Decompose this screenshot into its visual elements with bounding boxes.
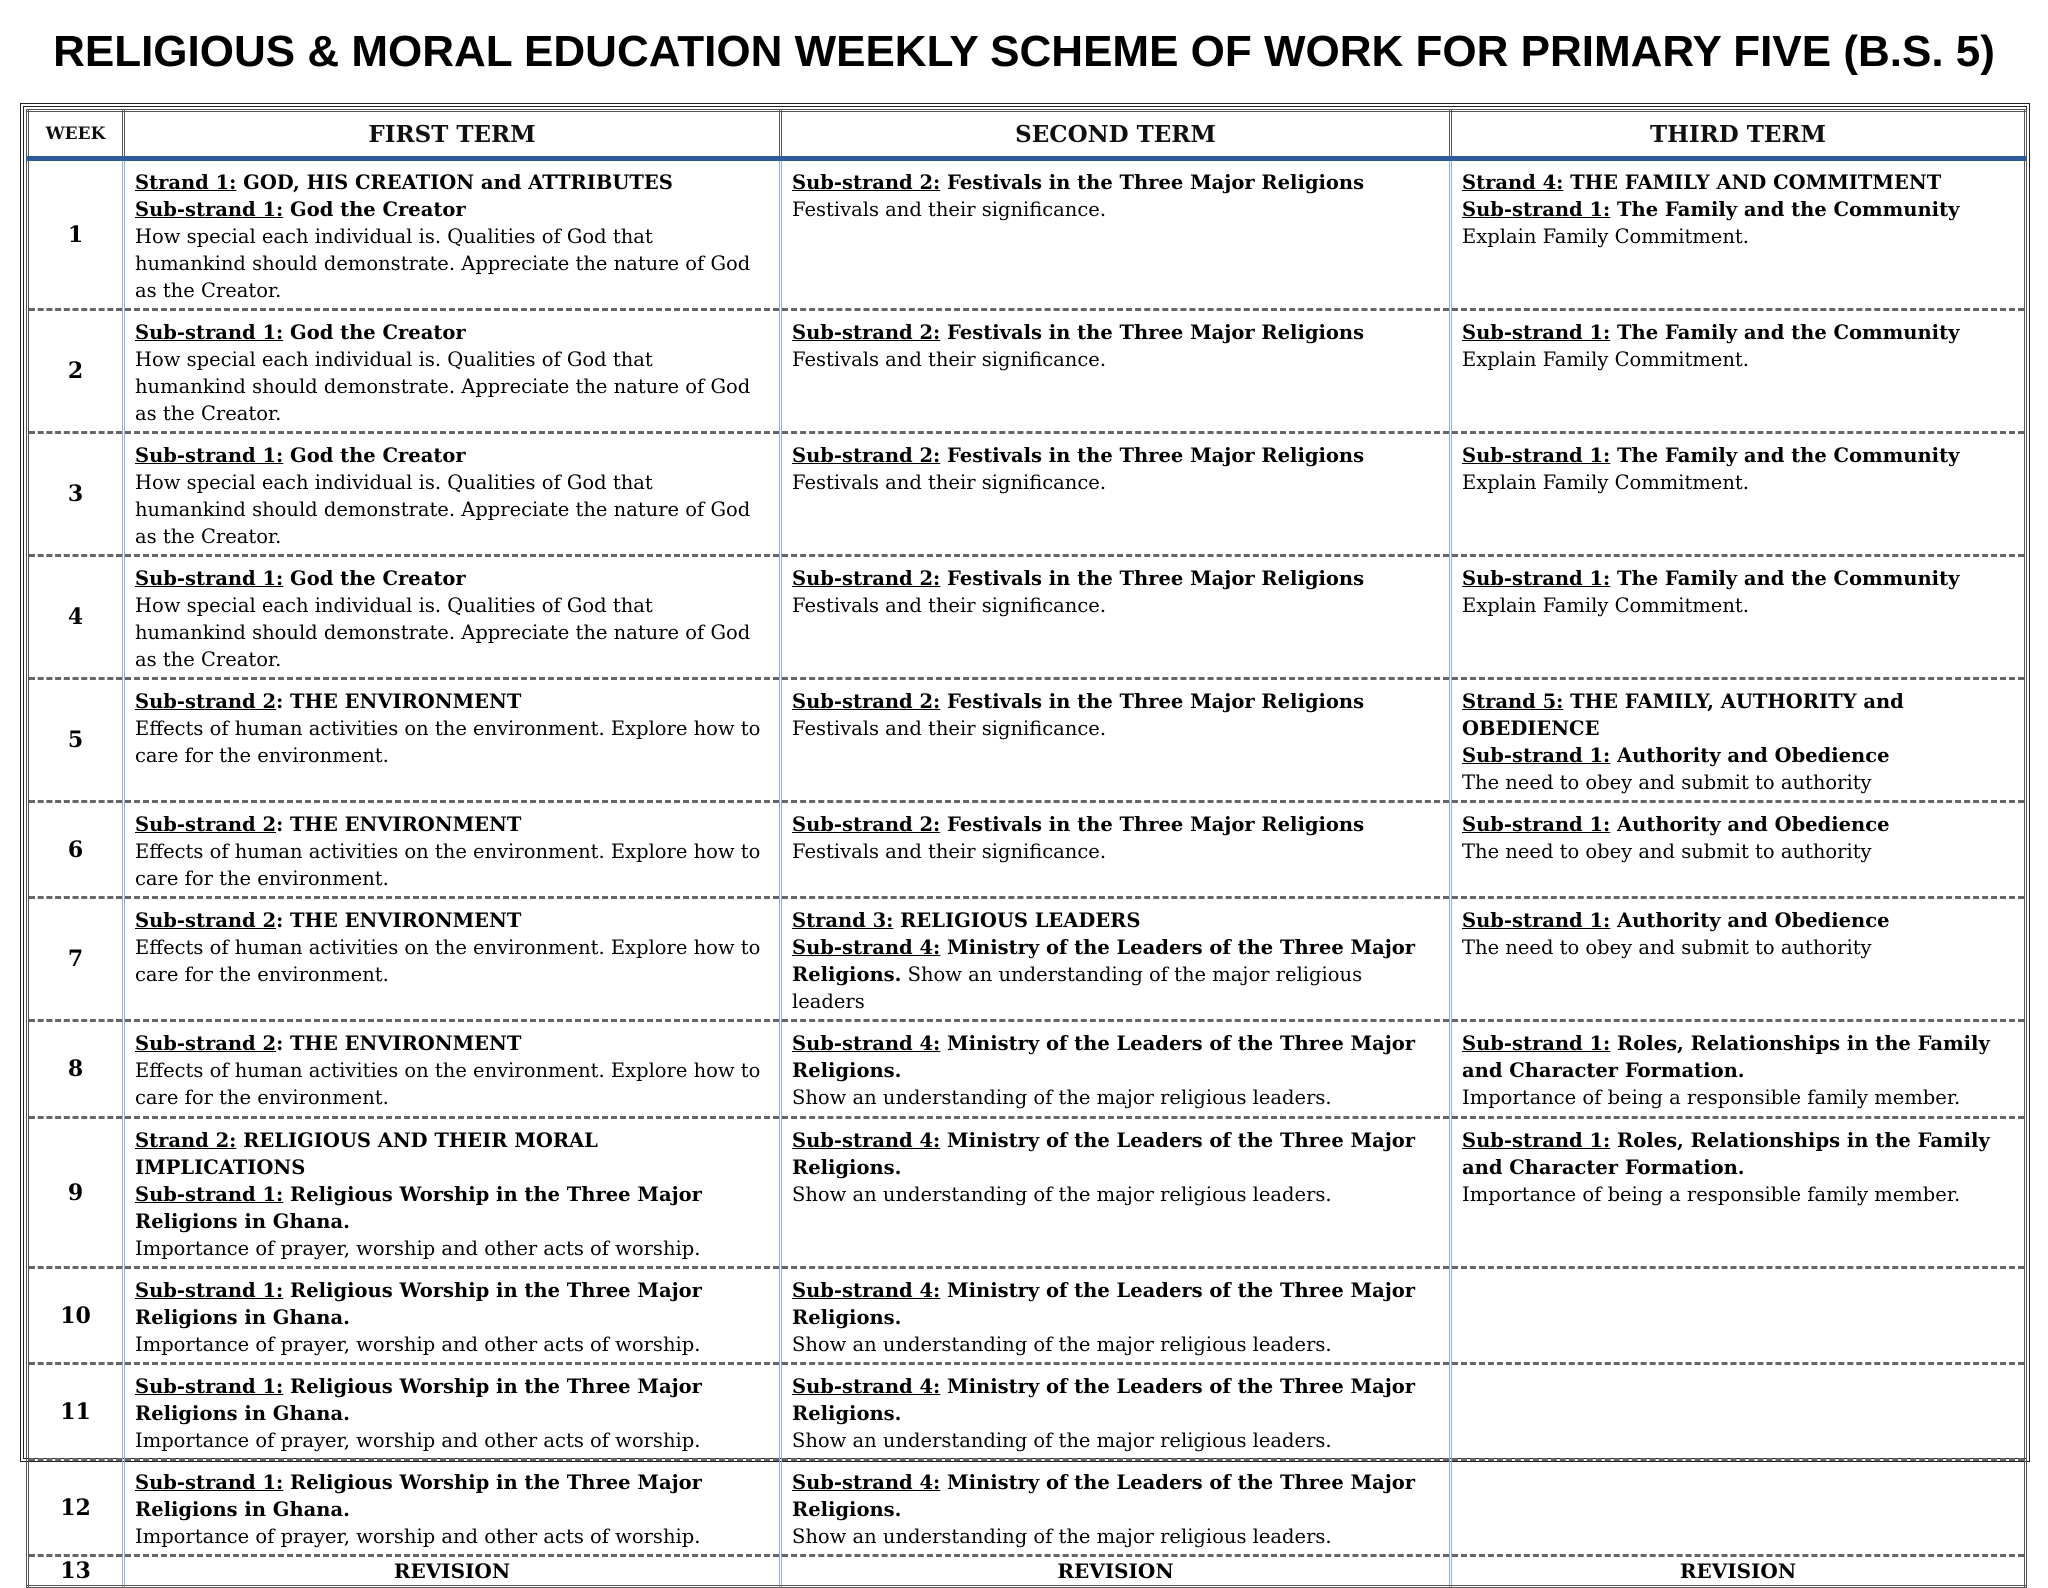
subtopic-label: Sub-strand 4: bbox=[792, 936, 941, 959]
topic-line bbox=[135, 565, 769, 592]
first-term-cell bbox=[124, 1460, 781, 1556]
cell-content bbox=[125, 1461, 779, 1554]
topic-line bbox=[1462, 907, 2014, 934]
third-term-cell bbox=[1451, 1268, 2026, 1364]
table-row bbox=[28, 310, 2026, 433]
topic-description: Show an understanding of the major religious leaders. bbox=[792, 1333, 1332, 1356]
topic-label: Sub-strand 4: bbox=[792, 1471, 941, 1494]
table-row bbox=[28, 1364, 2026, 1460]
subtopic-title: Religious Worship in the Three Major Religions in Ghana. bbox=[135, 1183, 702, 1233]
week-number: 5 bbox=[28, 679, 124, 802]
topic-title: Ministry of the Leaders of the Three Major Religions. bbox=[792, 1032, 1416, 1082]
topic-description: Importance of prayer, worship and other acts of worship. bbox=[135, 1429, 701, 1452]
topic-description: Explain Family Commitment. bbox=[1462, 594, 1749, 617]
topic-title: GOD, HIS CREATION and ATTRIBUTES bbox=[236, 171, 673, 194]
topic-line bbox=[792, 811, 1439, 838]
topic-label: Sub-strand 2: bbox=[792, 690, 941, 713]
cell-content bbox=[1452, 803, 2024, 869]
subtopic-title: Authority and Obedience bbox=[1610, 744, 1890, 767]
topic-label: Sub-strand 1: bbox=[1462, 909, 1611, 932]
topic-description: Festivals and their significance. bbox=[792, 348, 1107, 371]
cell-content bbox=[782, 1269, 1449, 1362]
topic-line bbox=[1462, 319, 2014, 346]
topic-description: Importance of prayer, worship and other acts of worship. bbox=[135, 1237, 701, 1260]
topic-label: Strand 1: bbox=[135, 171, 237, 194]
topic-description: Explain Family Commitment. bbox=[1462, 471, 1749, 494]
topic-description: The need to obey and submit to authority bbox=[1462, 771, 1872, 794]
week-number: 11 bbox=[28, 1364, 124, 1460]
week-number: 12 bbox=[28, 1460, 124, 1556]
cell-content bbox=[125, 680, 779, 773]
topic-title: Roles, Relationships in the Family and Character Formation. bbox=[1462, 1129, 1990, 1179]
cell-content bbox=[125, 1365, 779, 1458]
topic-line bbox=[135, 169, 769, 196]
week-number: 9 bbox=[28, 1118, 124, 1268]
subtopic-line bbox=[1462, 742, 2014, 769]
subtopic-label: Sub-strand 1: bbox=[1462, 198, 1611, 221]
cell-content bbox=[782, 680, 1449, 746]
topic-description: Show an understanding of the major religious leaders. bbox=[792, 1183, 1332, 1206]
topic-label: Sub-strand 2 bbox=[135, 909, 277, 932]
topic-description: How special each individual is. Qualities of God that humankind should demonstrate. Appreciate the nature of God as the Creator. bbox=[135, 471, 751, 548]
cell-content bbox=[1452, 1269, 2024, 1281]
topic-line bbox=[135, 907, 769, 934]
topic-line bbox=[135, 319, 769, 346]
first-term-cell bbox=[124, 159, 781, 310]
topic-label: Sub-strand 1: bbox=[1462, 321, 1611, 344]
topic-label: Sub-strand 2: bbox=[792, 171, 941, 194]
subtopic-line bbox=[135, 1181, 769, 1235]
third-term-cell bbox=[1451, 1021, 2026, 1118]
table-row bbox=[28, 898, 2026, 1021]
topic-title: RELIGIOUS AND THEIR MORAL IMPLICATIONS bbox=[135, 1129, 598, 1179]
table-row bbox=[28, 1460, 2026, 1556]
first-term-cell bbox=[124, 1021, 781, 1118]
topic-description: Show an understanding of the major religious leaders bbox=[792, 963, 1363, 1013]
topic-description: Show an understanding of the major religious leaders. bbox=[792, 1429, 1332, 1452]
topic-description: How special each individual is. Qualities of God that humankind should demonstrate. Appreciate the nature of God as the Creator. bbox=[135, 225, 751, 302]
topic-line bbox=[792, 319, 1439, 346]
week-header: WEEK bbox=[28, 111, 124, 159]
topic-description: Effects of human activities on the environment. Explore how to care for the environment. bbox=[135, 840, 761, 890]
week-number: 1 bbox=[28, 159, 124, 310]
topic-description: How special each individual is. Qualities of God that humankind should demonstrate. Appreciate the nature of God as the Creator. bbox=[135, 348, 751, 425]
topic-line bbox=[792, 169, 1439, 196]
topic-title: : THE ENVIRONMENT bbox=[276, 1032, 522, 1055]
cell-content bbox=[782, 1022, 1449, 1115]
week-number: 3 bbox=[28, 433, 124, 556]
second-term-cell bbox=[781, 1021, 1451, 1118]
cell-content bbox=[1452, 557, 2024, 623]
week-number: 13 bbox=[28, 1556, 124, 1587]
second-term-cell bbox=[781, 1460, 1451, 1556]
page-title: RELIGIOUS & MORAL EDUCATION WEEKLY SCHEME OF WORK FOR PRIMARY FIVE (B.S. 5) bbox=[53, 27, 1995, 76]
topic-title: Ministry of the Leaders of the Three Major Religions. bbox=[792, 1279, 1416, 1329]
topic-line bbox=[1462, 1030, 2014, 1084]
scheme-table bbox=[26, 109, 2027, 1588]
topic-description: Importance of being a responsible family member. bbox=[1462, 1183, 1961, 1206]
topic-line bbox=[135, 688, 769, 715]
cell-content bbox=[782, 311, 1449, 377]
topic-title: Religious Worship in the Three Major Religions in Ghana. bbox=[135, 1375, 702, 1425]
first-term-cell bbox=[124, 679, 781, 802]
topic-line bbox=[792, 565, 1439, 592]
topic-label: Sub-strand 1: bbox=[135, 1471, 284, 1494]
revision-label: REVISION bbox=[1451, 1556, 2026, 1587]
first-term-header: FIRST TERM bbox=[124, 111, 781, 159]
topic-description: Importance of being a responsible family member. bbox=[1462, 1086, 1961, 1109]
topic-line bbox=[135, 1277, 769, 1331]
topic-label: Sub-strand 1: bbox=[135, 567, 284, 590]
second-term-cell bbox=[781, 556, 1451, 679]
subtopic-line bbox=[1462, 196, 2014, 223]
topic-line bbox=[792, 1030, 1439, 1084]
topic-line bbox=[1462, 688, 2014, 742]
topic-description: Effects of human activities on the environment. Explore how to care for the environment. bbox=[135, 717, 761, 767]
topic-line bbox=[792, 907, 1439, 934]
cell-content bbox=[1452, 680, 2024, 800]
table-row bbox=[28, 159, 2026, 310]
topic-title: : THE ENVIRONMENT bbox=[276, 690, 522, 713]
third-term-cell bbox=[1451, 310, 2026, 433]
topic-description: The need to obey and submit to authority bbox=[1462, 840, 1872, 863]
second-term-cell bbox=[781, 679, 1451, 802]
cell-content bbox=[125, 1119, 779, 1266]
topic-line bbox=[1462, 169, 2014, 196]
topic-description: How special each individual is. Qualities of God that humankind should demonstrate. Appreciate the nature of God as the Creator. bbox=[135, 594, 751, 671]
week-number: 8 bbox=[28, 1021, 124, 1118]
third-term-cell bbox=[1451, 1460, 2026, 1556]
topic-title: Authority and Obedience bbox=[1610, 909, 1890, 932]
topic-line bbox=[792, 688, 1439, 715]
topic-title: Festivals in the Three Major Religions bbox=[940, 321, 1365, 344]
third-term-cell bbox=[1451, 159, 2026, 310]
table-row bbox=[28, 679, 2026, 802]
table-row bbox=[28, 556, 2026, 679]
second-term-cell bbox=[781, 433, 1451, 556]
cell-content bbox=[782, 1365, 1449, 1458]
topic-title: : THE ENVIRONMENT bbox=[276, 813, 522, 836]
subtopic-label: Sub-strand 1: bbox=[135, 198, 284, 221]
topic-title: Religious Worship in the Three Major Religions in Ghana. bbox=[135, 1471, 702, 1521]
topic-line bbox=[792, 1373, 1439, 1427]
table-row bbox=[28, 433, 2026, 556]
first-term-cell bbox=[124, 556, 781, 679]
week-number: 7 bbox=[28, 898, 124, 1021]
topic-description: Explain Family Commitment. bbox=[1462, 225, 1749, 248]
topic-line bbox=[1462, 565, 2014, 592]
topic-line bbox=[135, 811, 769, 838]
topic-description: Importance of prayer, worship and other acts of worship. bbox=[135, 1525, 701, 1548]
week-number: 6 bbox=[28, 802, 124, 898]
topic-label: Sub-strand 1: bbox=[135, 321, 284, 344]
topic-label: Sub-strand 2: bbox=[792, 321, 941, 344]
first-term-cell bbox=[124, 1268, 781, 1364]
third-term-cell bbox=[1451, 1118, 2026, 1268]
cell-content bbox=[125, 803, 779, 896]
topic-title: : THE ENVIRONMENT bbox=[276, 909, 522, 932]
cell-content bbox=[125, 1022, 779, 1115]
topic-line bbox=[135, 1373, 769, 1427]
subtopic-line bbox=[135, 196, 769, 223]
topic-label: Sub-strand 1: bbox=[135, 1279, 284, 1302]
topic-title: THE FAMILY AND COMMITMENT bbox=[1563, 171, 1942, 194]
subtopic-title: God the Creator bbox=[283, 198, 466, 221]
cell-content bbox=[782, 161, 1449, 227]
subtopic-title: The Family and the Community bbox=[1610, 198, 1960, 221]
cell-content bbox=[782, 1461, 1449, 1554]
cell-content bbox=[782, 899, 1449, 1019]
topic-title: Ministry of the Leaders of the Three Major Religions. bbox=[792, 1129, 1416, 1179]
topic-title: Ministry of the Leaders of the Three Major Religions. bbox=[792, 1471, 1416, 1521]
topic-description: Show an understanding of the major religious leaders. bbox=[792, 1086, 1332, 1109]
cell-content bbox=[1452, 311, 2024, 377]
topic-title: Religious Worship in the Three Major Religions in Ghana. bbox=[135, 1279, 702, 1329]
topic-label: Strand 3: bbox=[792, 909, 894, 932]
topic-title: Festivals in the Three Major Religions bbox=[940, 444, 1365, 467]
topic-description: Festivals and their significance. bbox=[792, 471, 1107, 494]
second-term-header: SECOND TERM bbox=[781, 111, 1451, 159]
topic-line bbox=[135, 1469, 769, 1523]
topic-label: Sub-strand 2: bbox=[792, 444, 941, 467]
cell-content bbox=[1452, 1461, 2024, 1473]
topic-line bbox=[792, 442, 1439, 469]
topic-line bbox=[135, 442, 769, 469]
topic-title: Festivals in the Three Major Religions bbox=[940, 171, 1365, 194]
topic-description: Show an understanding of the major religious leaders. bbox=[792, 1525, 1332, 1548]
first-term-cell bbox=[124, 898, 781, 1021]
topic-line bbox=[135, 1127, 769, 1181]
second-term-cell bbox=[781, 1118, 1451, 1268]
week-number: 10 bbox=[28, 1268, 124, 1364]
second-term-cell bbox=[781, 1364, 1451, 1460]
cell-content bbox=[1452, 1022, 2024, 1115]
cell-content bbox=[125, 161, 779, 308]
third-term-cell bbox=[1451, 898, 2026, 1021]
table-row bbox=[28, 1118, 2026, 1268]
third-term-cell bbox=[1451, 556, 2026, 679]
topic-line bbox=[792, 1277, 1439, 1331]
topic-description: Festivals and their significance. bbox=[792, 198, 1107, 221]
table-row bbox=[28, 1021, 2026, 1118]
topic-label: Sub-strand 2: bbox=[792, 567, 941, 590]
second-term-cell bbox=[781, 310, 1451, 433]
topic-title: The Family and the Community bbox=[1610, 444, 1960, 467]
topic-description: Explain Family Commitment. bbox=[1462, 348, 1749, 371]
first-term-cell bbox=[124, 433, 781, 556]
topic-description: Effects of human activities on the environment. Explore how to care for the environment. bbox=[135, 936, 761, 986]
cell-content bbox=[125, 557, 779, 677]
cell-content bbox=[782, 557, 1449, 623]
table-row bbox=[28, 802, 2026, 898]
topic-label: Strand 2: bbox=[135, 1129, 237, 1152]
topic-description: Festivals and their significance. bbox=[792, 594, 1107, 617]
third-term-header: THIRD TERM bbox=[1451, 111, 2026, 159]
cell-content bbox=[125, 311, 779, 431]
topic-title: The Family and the Community bbox=[1610, 567, 1960, 590]
topic-label: Strand 5: bbox=[1462, 690, 1564, 713]
cell-content bbox=[1452, 1119, 2024, 1212]
scheme-table-frame bbox=[20, 103, 2030, 1584]
revision-label: REVISION bbox=[781, 1556, 1451, 1587]
topic-title: Roles, Relationships in the Family and Character Formation. bbox=[1462, 1032, 1990, 1082]
topic-title: Festivals in the Three Major Religions bbox=[940, 567, 1365, 590]
second-term-cell bbox=[781, 802, 1451, 898]
week-number: 4 bbox=[28, 556, 124, 679]
first-term-cell bbox=[124, 802, 781, 898]
topic-label: Sub-strand 4: bbox=[792, 1279, 941, 1302]
third-term-cell bbox=[1451, 433, 2026, 556]
topic-label: Sub-strand 1: bbox=[1462, 567, 1611, 590]
third-term-cell bbox=[1451, 1364, 2026, 1460]
cell-content bbox=[1452, 899, 2024, 965]
cell-content bbox=[1452, 1365, 2024, 1377]
table-row bbox=[28, 1268, 2026, 1364]
topic-label: Sub-strand 2 bbox=[135, 813, 277, 836]
header-row bbox=[28, 111, 2026, 159]
subtopic-label: Sub-strand 1: bbox=[135, 1183, 284, 1206]
first-term-cell bbox=[124, 1118, 781, 1268]
topic-title: Festivals in the Three Major Religions bbox=[940, 813, 1365, 836]
topic-description: Effects of human activities on the environment. Explore how to care for the environment. bbox=[135, 1059, 761, 1109]
topic-label: Sub-strand 2 bbox=[135, 690, 277, 713]
cell-content bbox=[125, 434, 779, 554]
topic-title: The Family and the Community bbox=[1610, 321, 1960, 344]
topic-label: Sub-strand 1: bbox=[1462, 444, 1611, 467]
topic-line bbox=[135, 1030, 769, 1057]
topic-label: Sub-strand 1: bbox=[1462, 1129, 1611, 1152]
cell-content bbox=[125, 1269, 779, 1362]
topic-line bbox=[1462, 811, 2014, 838]
topic-label: Sub-strand 2: bbox=[792, 813, 941, 836]
topic-title: THE FAMILY, AUTHORITY and OBEDIENCE bbox=[1462, 690, 1904, 740]
first-term-cell bbox=[124, 310, 781, 433]
cell-content bbox=[782, 434, 1449, 500]
first-term-cell bbox=[124, 1364, 781, 1460]
topic-description: The need to obey and submit to authority bbox=[1462, 936, 1872, 959]
cell-content bbox=[1452, 434, 2024, 500]
topic-title: God the Creator bbox=[283, 444, 466, 467]
topic-title: God the Creator bbox=[283, 321, 466, 344]
topic-label: Sub-strand 4: bbox=[792, 1129, 941, 1152]
second-term-cell bbox=[781, 898, 1451, 1021]
topic-line bbox=[792, 1127, 1439, 1181]
third-term-cell bbox=[1451, 679, 2026, 802]
topic-label: Sub-strand 1: bbox=[135, 1375, 284, 1398]
topic-description: Festivals and their significance. bbox=[792, 840, 1107, 863]
topic-title: Festivals in the Three Major Religions bbox=[940, 690, 1365, 713]
topic-label: Sub-strand 1: bbox=[135, 444, 284, 467]
topic-label: Sub-strand 4: bbox=[792, 1375, 941, 1398]
third-term-cell bbox=[1451, 802, 2026, 898]
topic-label: Sub-strand 4: bbox=[792, 1032, 941, 1055]
cell-content bbox=[125, 899, 779, 992]
revision-label: REVISION bbox=[124, 1556, 781, 1587]
cell-content bbox=[1452, 161, 2024, 254]
topic-line bbox=[792, 1469, 1439, 1523]
second-term-cell bbox=[781, 159, 1451, 310]
topic-description: Importance of prayer, worship and other acts of worship. bbox=[135, 1333, 701, 1356]
subtopic-label: Sub-strand 1: bbox=[1462, 744, 1611, 767]
topic-title: Ministry of the Leaders of the Three Major Religions. bbox=[792, 1375, 1416, 1425]
topic-label: Sub-strand 1: bbox=[1462, 813, 1611, 836]
topic-title: RELIGIOUS LEADERS bbox=[893, 909, 1141, 932]
topic-label: Strand 4: bbox=[1462, 171, 1564, 194]
topic-label: Sub-strand 1: bbox=[1462, 1032, 1611, 1055]
week-number: 2 bbox=[28, 310, 124, 433]
second-term-cell bbox=[781, 1268, 1451, 1364]
cell-content bbox=[782, 803, 1449, 869]
topic-title: God the Creator bbox=[283, 567, 466, 590]
topic-title: Authority and Obedience bbox=[1610, 813, 1890, 836]
topic-line bbox=[1462, 442, 2014, 469]
cell-content bbox=[782, 1119, 1449, 1212]
subtopic-title: Ministry of the Leaders of the Three Major Religions. bbox=[792, 936, 1416, 986]
topic-line bbox=[1462, 1127, 2014, 1181]
topic-description: Festivals and their significance. bbox=[792, 717, 1107, 740]
topic-label: Sub-strand 2 bbox=[135, 1032, 277, 1055]
subtopic-line bbox=[792, 934, 1439, 1015]
